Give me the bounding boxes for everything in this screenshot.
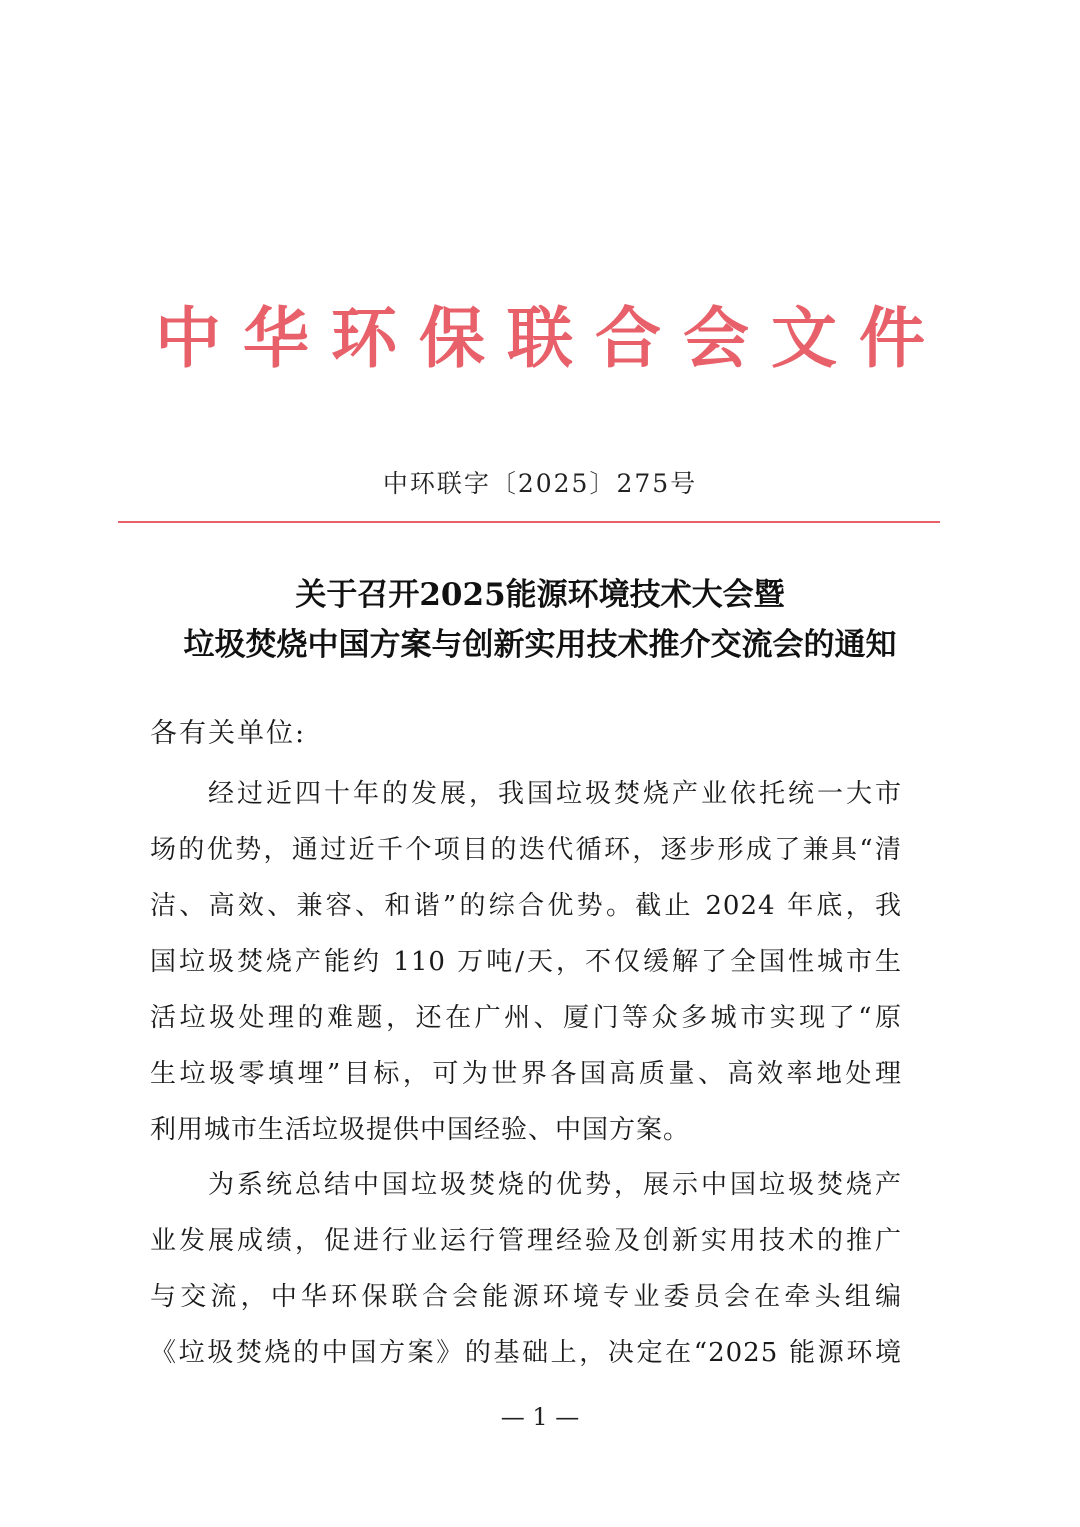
paragraph-line: 国垃圾焚烧产能约 110 万吨/天，不仅缓解了全国性城市生 (150, 947, 902, 977)
paragraph-line: 利用城市生活垃圾提供中国经验、中国方案。 (150, 1115, 691, 1145)
paragraph-line: 经过近四十年的发展，我国垃圾焚烧产业依托统一大市 (150, 779, 902, 809)
header-divider (118, 521, 940, 523)
document-number: 中环联字〔2025〕275号 (382, 469, 698, 498)
paragraph-line: 洁、高效、兼容、和谐”的综合优势。截止 2024 年底，我 (150, 891, 902, 921)
salutation: 各有关单位: (150, 718, 307, 749)
page-number: — 1 — (500, 1403, 580, 1431)
body-paragraph-1 (150, 766, 902, 1158)
body-paragraph-2 (150, 1157, 902, 1381)
paragraph-line: 与交流，中华环保联合会能源环境专业委员会在牵头组编 (150, 1282, 902, 1312)
paragraph-line: 为系统总结中国垃圾焚烧的优势，展示中国垃圾焚烧产 (150, 1170, 902, 1200)
paragraph-line: 生垃圾零填埋”目标，可为世界各国高质量、高效率地处理 (150, 1059, 902, 1089)
masthead-title: 中华环保联合会文件 (155, 300, 947, 377)
paragraph-line: 活垃圾处理的难题，还在广州、厦门等众多城市实现了“原 (150, 1003, 902, 1033)
paragraph-line: 《垃圾焚烧的中国方案》的基础上，决定在“2025 能源环境 (150, 1338, 902, 1368)
paragraph-line: 场的优势，通过近千个项目的迭代循环，逐步形成了兼具“清 (150, 835, 902, 865)
paragraph-line: 业发展成绩，促进行业运行管理经验及创新实用技术的推广 (150, 1226, 902, 1256)
notice-title-line-2: 垃圾焚烧中国方案与创新实用技术推介交流会的通知 (183, 627, 897, 663)
notice-title (0, 570, 1080, 670)
notice-title-line-1: 关于召开2025能源环境技术大会暨 (295, 577, 785, 613)
